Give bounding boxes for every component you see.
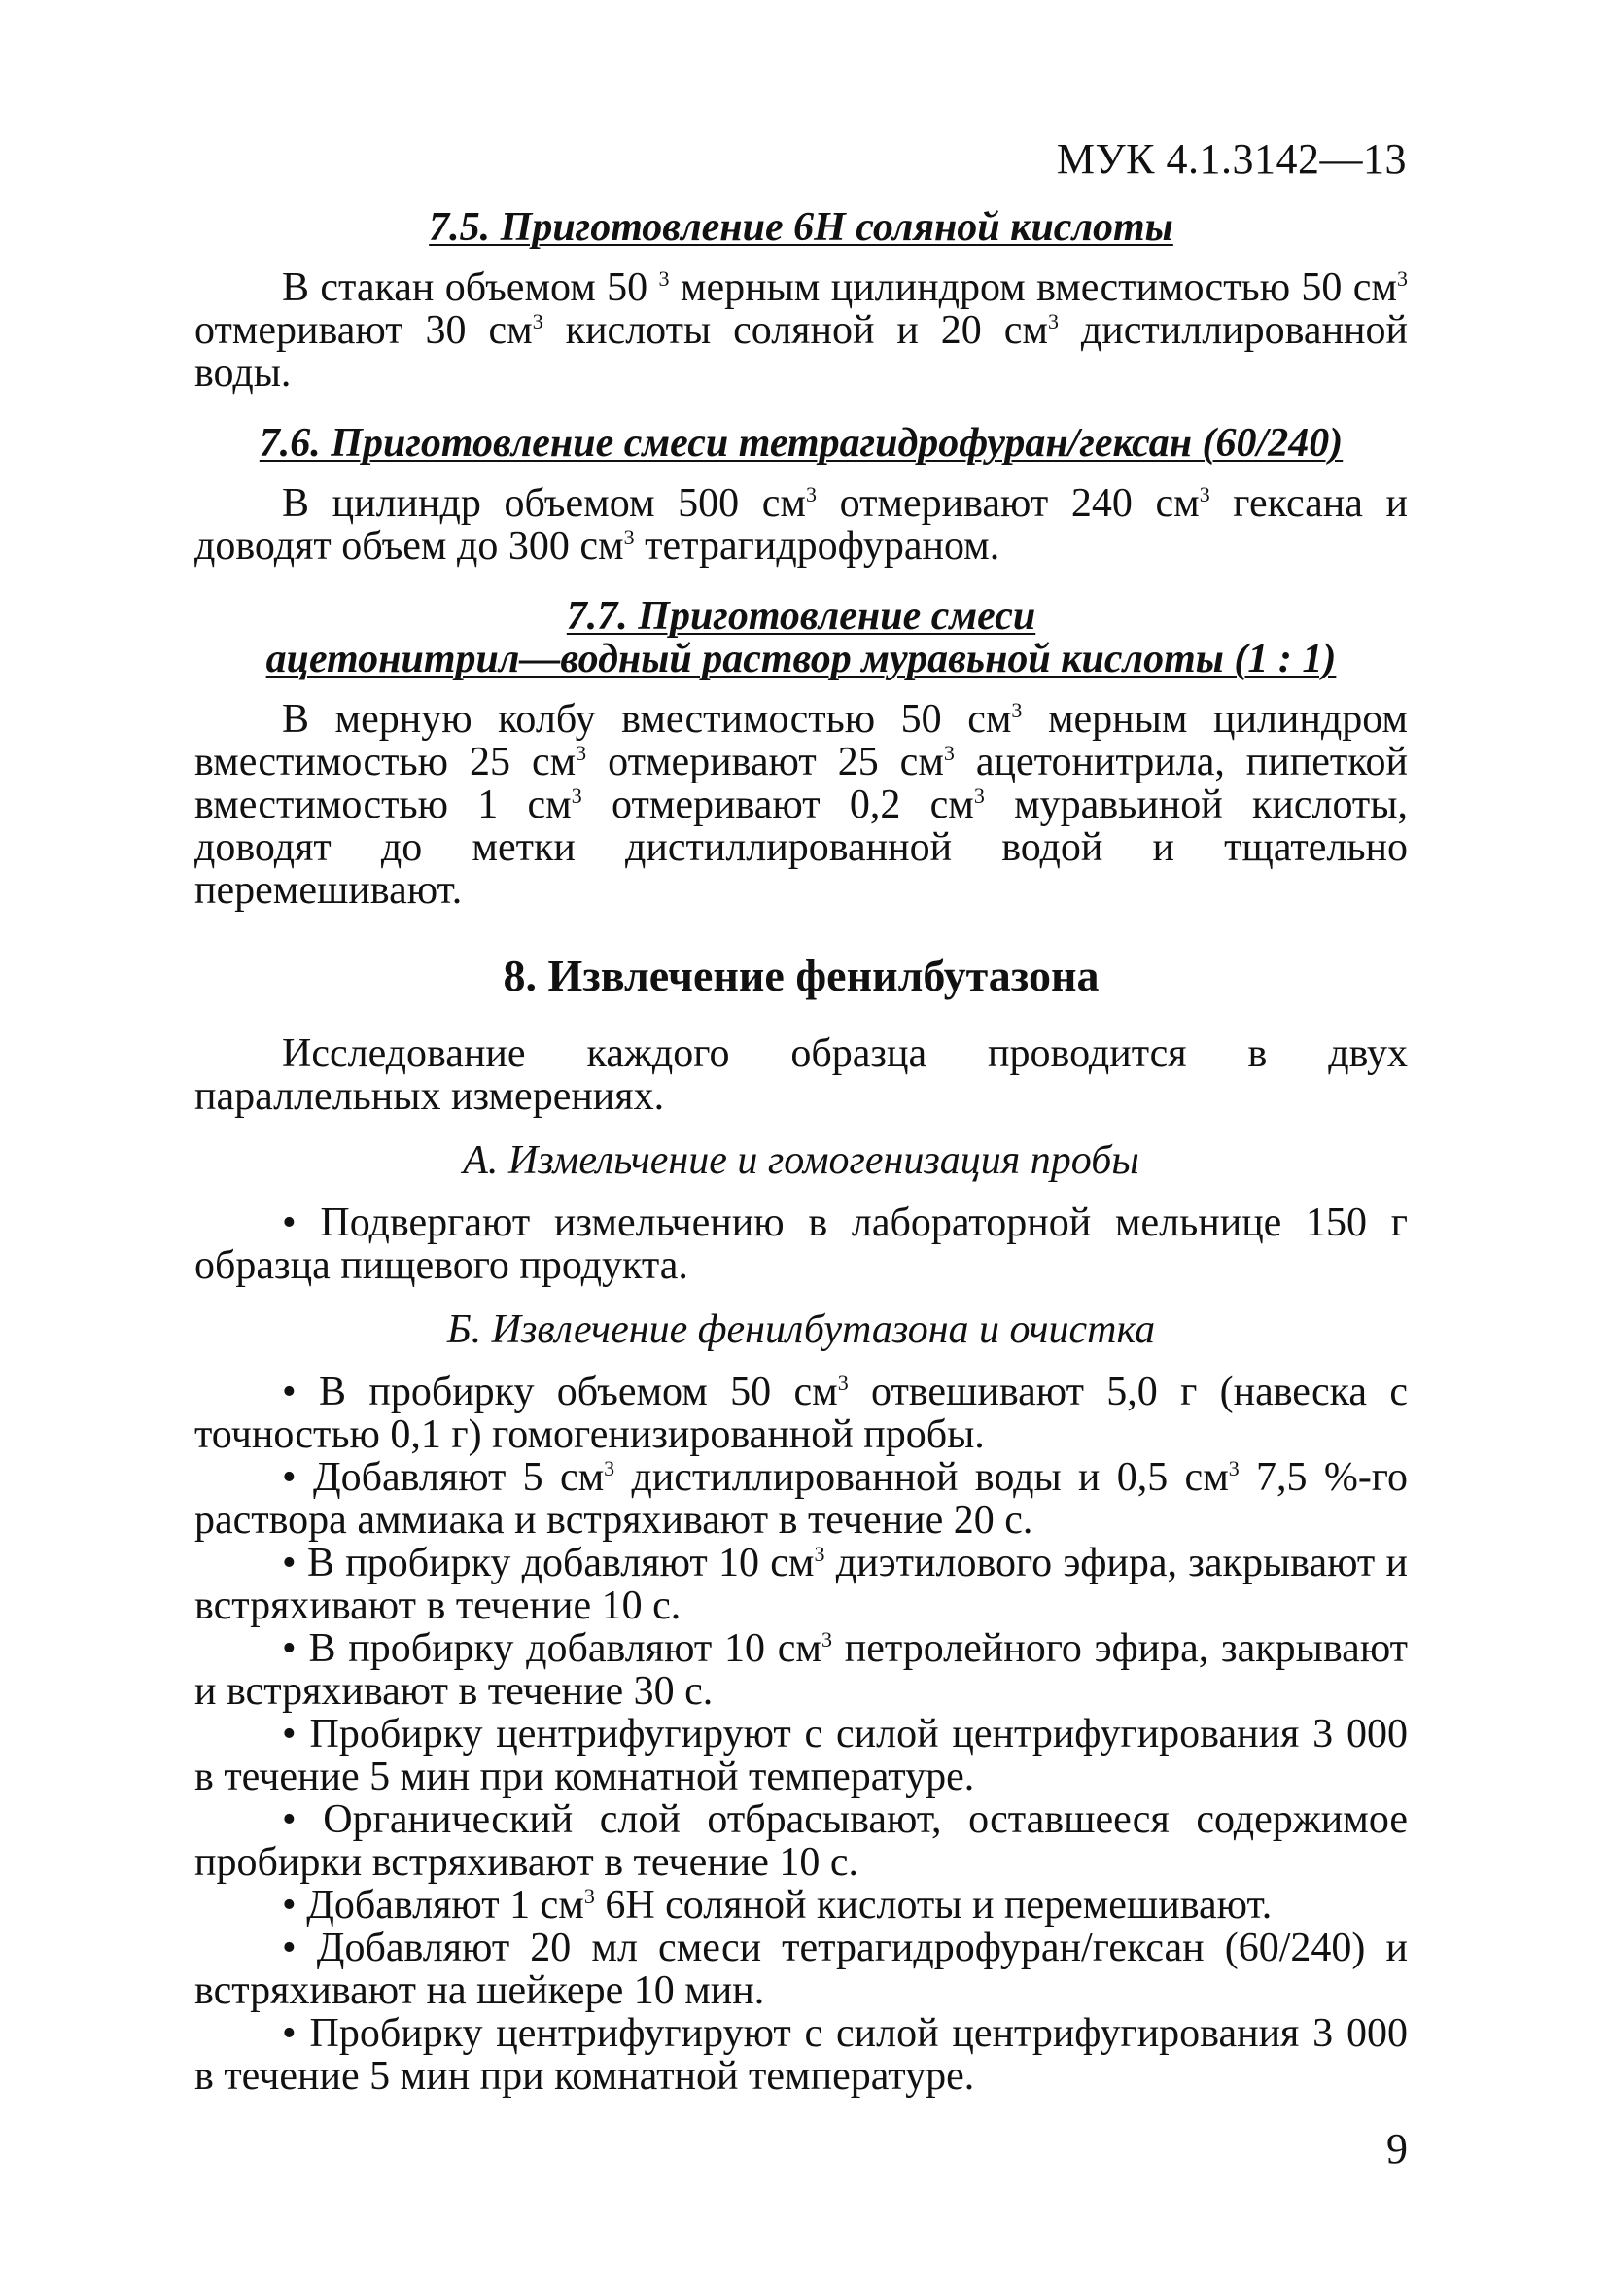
list-item-b3: • В пробирку добавляют 10 $см^3$ диэтилового эфира, закрывают и встряхивают в течение 10 с. [194, 1541, 1408, 1628]
paragraph-7-6: В цилиндр объемом 500 $см^3$ отмеривают 240 $см^3$ гексана и доводят объем до 300 $см^3$ тетрагидрофураном. [194, 481, 1408, 569]
list-item-b1: • В пробирку объемом 50 $см^3$ отвешивают 5,0 г (навеска с точностью 0,1 г) гомогенизированной пробы. [194, 1370, 1408, 1457]
paragraph-8-intro: Исследование каждого образца проводится в двух параллельных измерениях. [194, 1031, 1408, 1119]
page-content [194, 206, 1408, 2098]
list-item-b4: • В пробирку добавляют 10 $см^3$ петролейного эфира, закрывают и встряхивают в течение 30 с. [194, 1626, 1408, 1714]
section-heading-8: 8. Извлечение фенилбутазона [503, 951, 1100, 1000]
subsection-title-7-7-line2: ацетонитрил—водный раствор муравьной кислоты (1 : 1) [265, 637, 1337, 681]
list-item-b5: • Пробирку центрифугируют с силой центрифугирования 3 000 в течение 5 мин при комнатной температуре. [194, 1712, 1408, 1799]
subsection-title-b: Б. Извлечение фенилбутазона и очистка [446, 1307, 1156, 1352]
subsection-title-7-7-line1: 7.7. Приготовление смеси [566, 594, 1036, 639]
subsection-title-a: А. Измельчение и гомогенизация пробы [463, 1138, 1139, 1183]
list-item-b8: • Добавляют 20 мл смеси тетрагидрофуран/гексан (60/240) и встряхивают на шейкере 10 мин. [194, 1926, 1408, 2013]
subsection-title-7-5: 7.5. Приготовление 6Н соляной кислоты [429, 205, 1173, 250]
document-code: МУК 4.1.3142—13 [1056, 135, 1407, 183]
list-item-a1: • Подвергают измельчению в лабораторной мельнице 150 г образца пищевого продукта. [194, 1200, 1408, 1288]
subsection-title-7-6: 7.6. Приготовление смеси тетрагидрофуран/гексан (60/240) [259, 421, 1344, 466]
list-item-b2: • Добавляют 5 $см^3$ дистиллированной воды и 0,5 $см^3$ 7,5 %-го раствора аммиака и встряхивают в течение 20 с. [194, 1455, 1408, 1543]
list-item-b7: • Добавляют 1 $см^3$ 6Н соляной кислоты и перемешивают. [282, 1883, 1273, 1928]
page-number: 9 [1386, 2125, 1408, 2173]
list-item-b9: • Пробирку центрифугируют с силой центрифугирования 3 000 в течение 5 мин при комнатной температуре. [194, 2011, 1408, 2099]
list-item-b6: • Органический слой отбрасывают, оставшееся содержимое пробирки встряхивают в течение 10 с. [194, 1797, 1408, 1885]
paragraph-7-5: В стакан объемом 50 $^3$ мерным цилиндром вместимостью 50 $см^3$ отмеривают 30 $см^3$ кислоты соляной и 20 $см^3$ дистиллированной воды. [194, 265, 1409, 396]
paragraph-7-7: В мерную колбу вместимостью 50 $см^3$ мерным цилиндром вместимостью 25 $см^3$ отмеривают 25 $см^3$ ацетонитрила, пипеткой вместимостью 1 $см^3$ отмеривают 0,2 $см^3$ муравьиной кислоты, доводят до метки дистиллированной водой и тщательно перемешивают. [194, 697, 1408, 913]
superscript: 3 [658, 266, 670, 291]
